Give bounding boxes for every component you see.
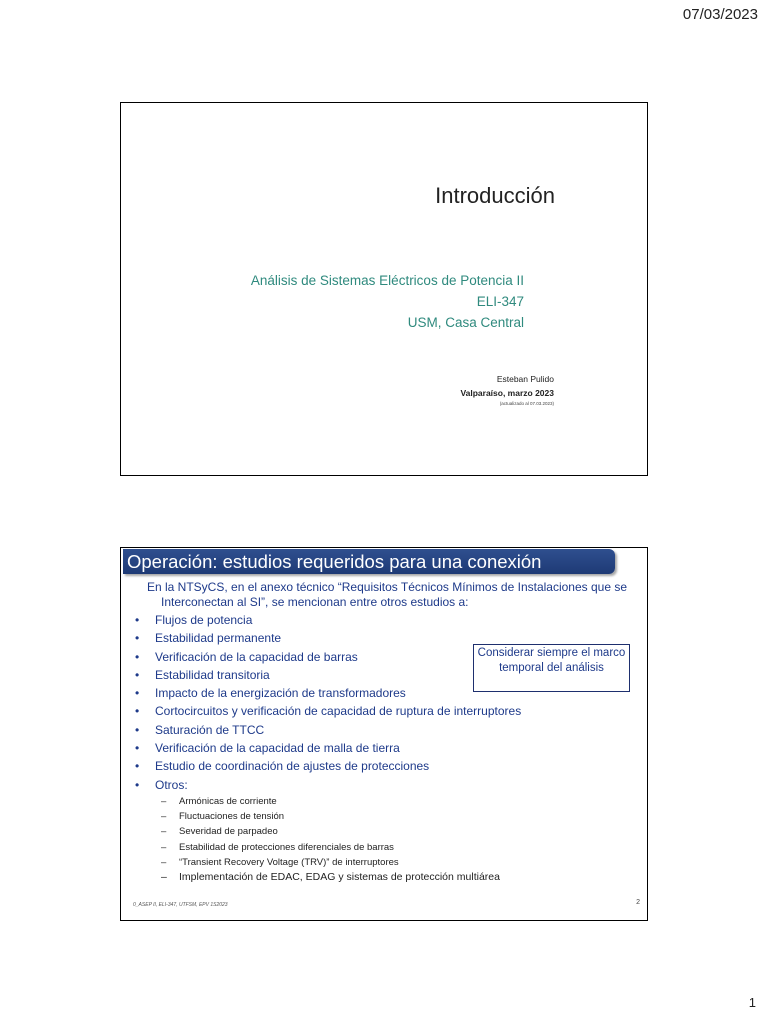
intro-paragraph: En la NTSyCS, en el anexo técnico “Requisitos Técnicos Mínimos de Instalaciones que se Interconectan al SI”, se mencionan entre otros estudios a:: [147, 580, 628, 609]
note-box: Considerar siempre el marco temporal del análisis: [473, 644, 630, 692]
list-item: • Saturación de TTCC: [133, 721, 633, 739]
list-item: • Verificación de la capacidad de malla de tierra: [133, 739, 633, 757]
slide-footer: 0_ASEP II, ELI-347, UTFSM, EPV 1S2023: [133, 902, 228, 908]
slide-body: [133, 580, 633, 885]
campus: USM, Casa Central: [407, 315, 524, 330]
page-number: 1: [748, 995, 756, 1010]
sub-list-item: – Fluctuaciones de tensión: [161, 809, 633, 824]
sub-list-item: – Estabilidad de protecciones diferenciales de barras: [161, 840, 633, 855]
studies-list: [133, 611, 633, 794]
author: Esteban Pulido: [496, 374, 554, 384]
slide-header-bar: [123, 549, 615, 574]
slide-title: Introducción: [435, 183, 555, 208]
list-item: • Estudio de coordinación de ajustes de protecciones: [133, 757, 633, 775]
list-item: • Impacto de la energización de transformadores: [133, 684, 633, 702]
list-item: • Estabilidad permanente: [133, 629, 633, 647]
list-item: • Estabilidad transitoria: [133, 666, 633, 684]
slide-title: Operación: estudios requeridos para una conexión: [127, 551, 542, 572]
sub-list-item: – Implementación de EDAC, EDAG y sistemas de protección multiárea: [161, 870, 633, 885]
list-item: • Otros:: [133, 776, 633, 794]
sub-list-item: – Armónicas de corriente: [161, 794, 633, 809]
slide-2: [120, 547, 648, 921]
place-date: Valparaíso, marzo 2023: [460, 388, 554, 398]
slide-number: 2: [636, 899, 640, 906]
sub-list-item: – Severidad de parpadeo: [161, 824, 633, 839]
list-item: • Flujos de potencia: [133, 611, 633, 629]
course-name: Análisis de Sistemas Eléctricos de Potencia II: [250, 273, 524, 288]
other-studies-list: [133, 794, 633, 885]
list-item: • Cortocircuitos y verificación de capacidad de ruptura de interruptores: [133, 702, 633, 720]
updated-note: (actualizado al 07.03.2023): [499, 401, 554, 406]
sub-list-item: – “Transient Recovery Voltage (TRV)” de interruptores: [161, 855, 633, 870]
course-code: ELI-347: [476, 294, 524, 309]
list-item: • Verificación de la capacidad de barras: [133, 648, 633, 666]
slide-1: [120, 102, 648, 476]
page-date: 07/03/2023: [682, 6, 758, 23]
